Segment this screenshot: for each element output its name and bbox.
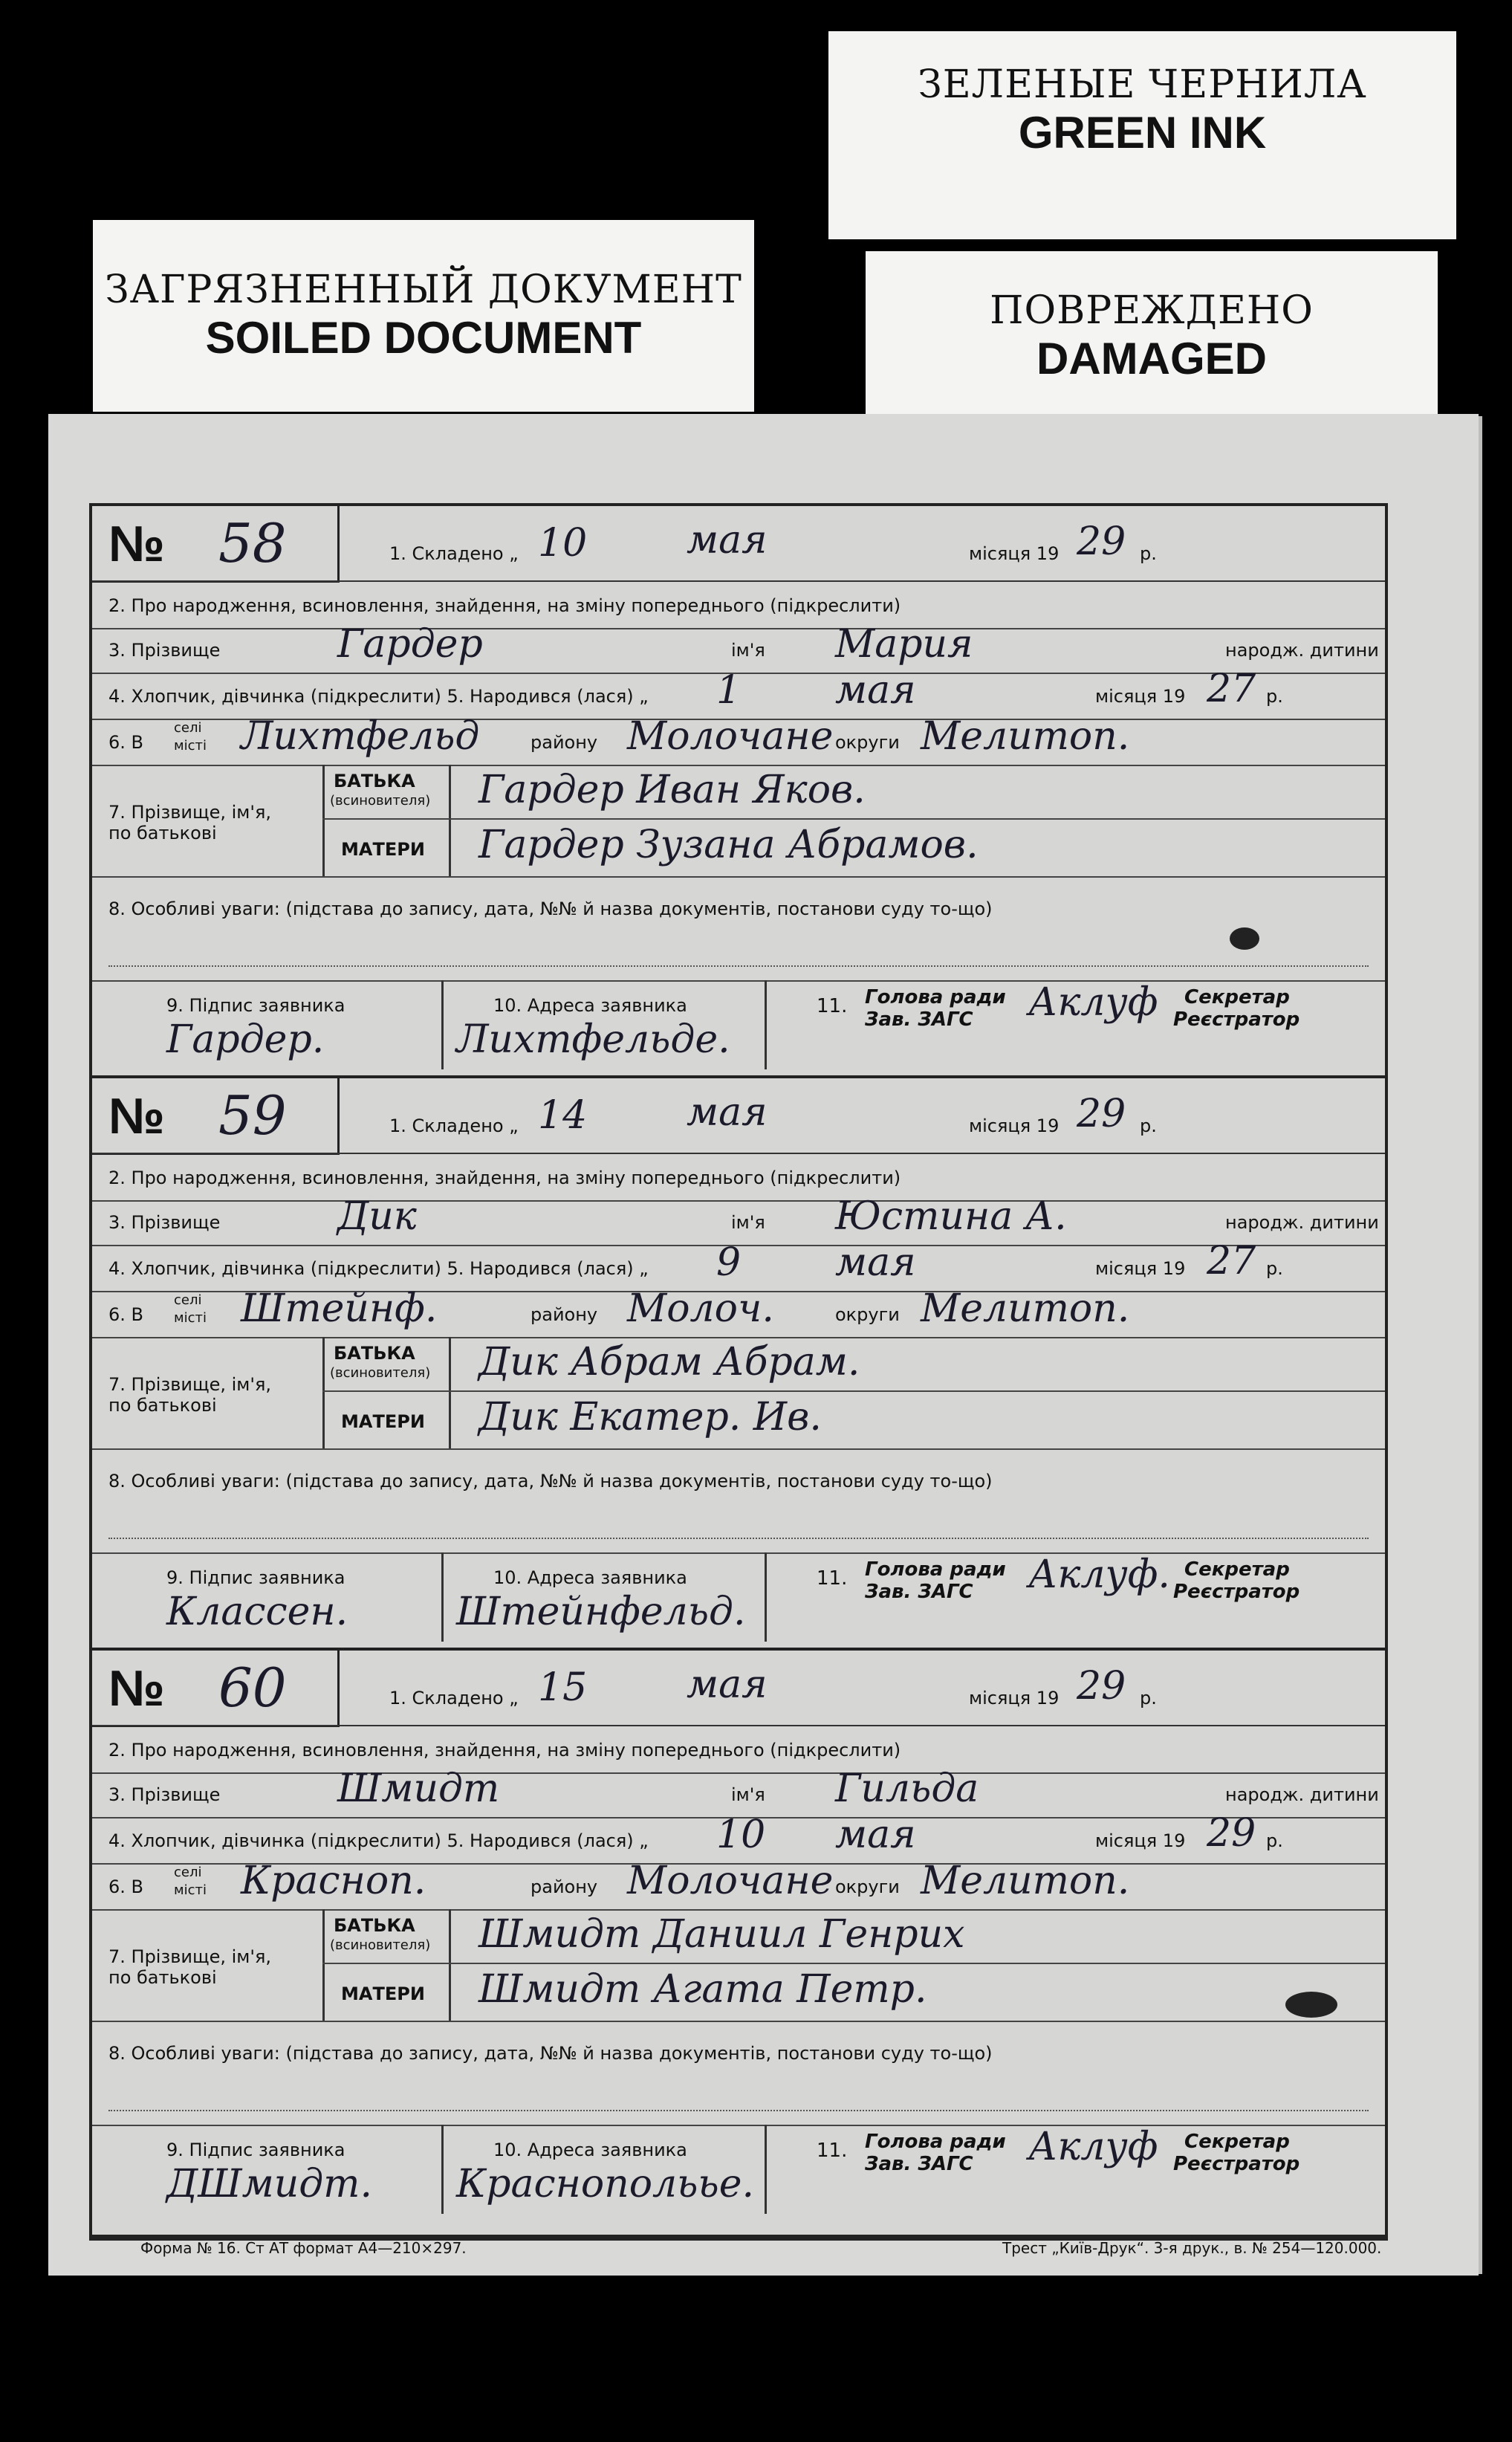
row-place xyxy=(92,1859,1385,1911)
applicant-signature: Классен. xyxy=(166,1590,348,1634)
composed-month: мая xyxy=(687,1090,768,1135)
official-signature: Аклуф. xyxy=(1028,1552,1170,1597)
record-60 xyxy=(92,1651,1385,2238)
father-value: Шмидт Даниил Генрих xyxy=(478,1912,965,1957)
notes-label: 8. Особливі уваги: (підстава до запису, дата, №№ й назва документів, постанови суду то-що) xyxy=(108,2043,993,2064)
parents-label: 7. Прізвище, ім'я, xyxy=(108,1374,272,1395)
row-surname xyxy=(92,1194,1385,1246)
divider xyxy=(765,980,767,1069)
birth-year: 27 xyxy=(1207,1239,1256,1283)
adopter-label: (всиновителя) xyxy=(330,1937,431,1953)
birth-r-label: р. xyxy=(1266,686,1283,707)
district-label: району xyxy=(531,732,598,753)
name-label: ім'я xyxy=(731,640,765,661)
sex-label: 4. Хлопчик, дівчинка (підкреслити) 5. Народився (лася) „ xyxy=(108,1830,649,1851)
ink-blot xyxy=(1285,1992,1337,2018)
record-separator xyxy=(92,2235,1385,2238)
divider xyxy=(441,1552,444,1642)
notes-label: 8. Особливі уваги: (підстава до запису, дата, №№ й назва документів, постанови суду то-що) xyxy=(108,1471,993,1492)
month-label: місяця 19 xyxy=(969,543,1060,564)
okrug-value: Мелитоп. xyxy=(921,714,1130,759)
place-label: 6. В xyxy=(108,1876,143,1897)
surname-label: 3. Прізвище xyxy=(108,640,221,661)
registrar-title: Реєстратор xyxy=(1173,2153,1300,2175)
zags-title: Зав. ЗАГС xyxy=(865,1008,973,1031)
official-signature: Аклуф xyxy=(1028,2125,1158,2169)
mother-label: МАТЕРИ xyxy=(341,1983,425,2004)
row-signatures xyxy=(92,1552,1385,1649)
head-title: Голова ради xyxy=(865,2131,1006,2153)
birth-month-label: місяця 19 xyxy=(1095,1258,1186,1279)
father-label: БАТЬКА xyxy=(334,771,415,791)
row-composed xyxy=(92,1078,1385,1153)
parents-label: 7. Прізвище, ім'я, xyxy=(108,802,272,823)
town-label: місті xyxy=(174,738,207,754)
sex-label: 4. Хлопчик, дівчинка (підкреслити) 5. Народився (лася) „ xyxy=(108,686,649,707)
surname-label: 3. Прізвище xyxy=(108,1784,221,1805)
composed-day: 10 xyxy=(538,521,588,566)
secretary-title: Секретар xyxy=(1184,2131,1290,2153)
head-title: Голова ради xyxy=(865,1558,1006,1581)
soiled-label-ru: ЗАГРЯЗНЕННЫЙ ДОКУМЕНТ xyxy=(105,268,742,312)
applicant-signature: Гардер. xyxy=(166,1017,325,1062)
composed-day: 14 xyxy=(538,1093,588,1138)
divider xyxy=(322,1909,325,2021)
divider xyxy=(322,765,325,876)
father-value: Гардер Иван Яков. xyxy=(478,768,866,812)
composed-year: 29 xyxy=(1077,1092,1126,1136)
registrar-title: Реєстратор xyxy=(1173,1581,1300,1603)
sign-label: 9. Підпис заявника xyxy=(166,1567,345,1588)
row-notes xyxy=(92,2021,1385,2126)
month-label: місяця 19 xyxy=(969,1115,1060,1136)
parents-label-2: по батькові xyxy=(108,1395,217,1416)
composed-label: 1. Складено „ xyxy=(389,543,519,564)
record-number: 60 xyxy=(218,1656,287,1719)
composed-month: мая xyxy=(687,518,768,563)
child-label: народж. дитини xyxy=(1225,1212,1379,1233)
composed-label: 1. Складено „ xyxy=(389,1115,519,1136)
surname-label: 3. Прізвище xyxy=(108,1212,221,1233)
applicant-signature: ДШмидт. xyxy=(166,2162,373,2206)
given-name-value: Юстина А. xyxy=(835,1194,1067,1239)
parents-label-2: по батькові xyxy=(108,1967,217,1988)
district-value: Молоч. xyxy=(627,1286,774,1331)
father-label: БАТЬКА xyxy=(334,1915,415,1936)
father-value: Дик Абрам Абрам. xyxy=(478,1340,860,1384)
name-label: ім'я xyxy=(731,1784,765,1805)
type-label: 2. Про народження, всиновлення, знайдення, на зміну попереднього (підкреслити) xyxy=(108,1740,901,1761)
row-surname xyxy=(92,622,1385,674)
type-label: 2. Про народження, всиновлення, знайдення, на зміну попереднього (підкреслити) xyxy=(108,1167,901,1188)
official-signature: Аклуф xyxy=(1028,980,1158,1025)
okrug-label: округи xyxy=(835,1876,900,1897)
row-signatures xyxy=(92,2125,1385,2221)
divider xyxy=(449,1337,451,1448)
applicant-address: Краснопольье. xyxy=(456,2162,755,2206)
row-sex-birth xyxy=(92,1811,1385,1865)
row-composed xyxy=(92,1651,1385,1725)
green-ink-label-ru: ЗЕЛЕНЫЕ ЧЕРНИЛА xyxy=(918,62,1367,107)
head-number: 11. xyxy=(817,995,848,1017)
secretary-title: Секретар xyxy=(1184,986,1290,1008)
head-title: Голова ради xyxy=(865,986,1006,1008)
okrug-label: округи xyxy=(835,1304,900,1325)
divider xyxy=(449,765,451,876)
town-label: місті xyxy=(174,1310,207,1326)
applicant-address: Лихтфельде. xyxy=(456,1017,730,1062)
number-sign: № xyxy=(108,1660,165,1717)
birth-month: мая xyxy=(835,1813,916,1857)
adopter-label: (всиновителя) xyxy=(330,793,431,809)
birth-r-label: р. xyxy=(1266,1830,1283,1851)
month-label: місяця 19 xyxy=(969,1688,1060,1709)
row-place xyxy=(92,714,1385,766)
head-number: 11. xyxy=(817,1567,848,1590)
okrug-value: Мелитоп. xyxy=(921,1286,1130,1331)
r-label: р. xyxy=(1140,543,1157,564)
surname-value: Шмидт xyxy=(337,1766,500,1811)
address-label: 10. Адреса заявника xyxy=(493,2140,687,2160)
divider xyxy=(322,818,1385,820)
row-sex-birth xyxy=(92,1239,1385,1292)
zags-title: Зав. ЗАГС xyxy=(865,2153,973,2175)
district-label: району xyxy=(531,1876,598,1897)
birth-month: мая xyxy=(835,668,916,713)
adopter-label: (всиновителя) xyxy=(330,1365,431,1381)
birth-month: мая xyxy=(835,1240,916,1285)
notes-line xyxy=(108,2110,1369,2111)
village-label: селі xyxy=(174,1292,202,1308)
applicant-address: Штейнфельд. xyxy=(456,1590,746,1634)
row-composed xyxy=(92,506,1385,580)
row-type xyxy=(92,1725,1385,1774)
zags-title: Зав. ЗАГС xyxy=(865,1581,973,1603)
record-number: 58 xyxy=(218,512,287,574)
row-sex-birth xyxy=(92,667,1385,720)
mother-value: Гардер Зузана Абрамов. xyxy=(478,823,979,867)
notes-line xyxy=(108,1538,1369,1539)
row-parents xyxy=(92,765,1385,878)
number-sign: № xyxy=(108,516,165,572)
mother-value: Шмидт Агата Петр. xyxy=(478,1967,927,2012)
parents-label: 7. Прізвище, ім'я, xyxy=(108,1946,272,1967)
composed-year: 29 xyxy=(1077,1664,1126,1709)
birth-year: 29 xyxy=(1207,1811,1256,1856)
green-ink-label xyxy=(828,31,1456,239)
birth-day: 9 xyxy=(716,1240,742,1285)
divider xyxy=(322,1337,325,1448)
damaged-label-ru: ПОВРЕЖДЕНО xyxy=(990,288,1314,333)
r-label: р. xyxy=(1140,1688,1157,1709)
row-notes xyxy=(92,1448,1385,1554)
place-label: 6. В xyxy=(108,732,143,753)
soiled-label-en: SOILED DOCUMENT xyxy=(205,313,642,363)
ink-blot xyxy=(1230,927,1259,950)
composed-year: 29 xyxy=(1077,519,1126,564)
head-number: 11. xyxy=(817,2140,848,2162)
sex-label: 4. Хлопчик, дівчинка (підкреслити) 5. Народився (лася) „ xyxy=(108,1258,649,1279)
place-label: 6. В xyxy=(108,1304,143,1325)
form-footer-left: Форма № 16. Ст АТ формат А4—210×297. xyxy=(140,2239,467,2257)
record-59 xyxy=(92,1078,1385,1651)
town-label: місті xyxy=(174,1882,207,1898)
district-label: району xyxy=(531,1304,598,1325)
okrug-label: округи xyxy=(835,732,900,753)
birth-month-label: місяця 19 xyxy=(1095,1830,1186,1851)
given-name-value: Мария xyxy=(835,622,973,667)
green-ink-label-en: GREEN INK xyxy=(1018,108,1267,158)
birth-day: 1 xyxy=(716,668,742,713)
row-parents xyxy=(92,1337,1385,1450)
row-signatures xyxy=(92,980,1385,1077)
address-label: 10. Адреса заявника xyxy=(493,995,687,1016)
notes-line xyxy=(108,965,1369,967)
village-label: селі xyxy=(174,720,202,736)
row-type xyxy=(92,580,1385,629)
composed-label: 1. Складено „ xyxy=(389,1688,519,1709)
father-label: БАТЬКА xyxy=(334,1343,415,1364)
birth-register-form xyxy=(89,503,1388,2257)
divider xyxy=(449,1909,451,2021)
divider xyxy=(765,2125,767,2214)
mother-label: МАТЕРИ xyxy=(341,839,425,860)
notes-label: 8. Особливі уваги: (підстава до запису, дата, №№ й назва документів, постанови суду то-що) xyxy=(108,898,993,919)
divider xyxy=(322,1390,1385,1392)
village-label: селі xyxy=(174,1865,202,1880)
birth-year: 27 xyxy=(1207,667,1256,711)
address-label: 10. Адреса заявника xyxy=(493,1567,687,1588)
form-footer-right: Трест „Київ-Друк“. 3-я друк., в. № 254—120.000. xyxy=(1002,2239,1382,2257)
village-value: Лихтфельд xyxy=(241,714,480,759)
secretary-title: Секретар xyxy=(1184,1558,1290,1581)
row-type xyxy=(92,1153,1385,1202)
record-58 xyxy=(92,506,1385,1078)
divider xyxy=(441,2125,444,2214)
divider xyxy=(441,980,444,1069)
row-notes xyxy=(92,876,1385,982)
type-label: 2. Про народження, всиновлення, знайдення, на зміну попереднього (підкреслити) xyxy=(108,595,901,616)
birth-r-label: р. xyxy=(1266,1258,1283,1279)
r-label: р. xyxy=(1140,1115,1157,1136)
soiled-document-label xyxy=(93,220,754,412)
row-place xyxy=(92,1286,1385,1338)
district-value: Молочане xyxy=(627,1859,834,1903)
village-value: Штейнф. xyxy=(241,1286,438,1331)
divider xyxy=(322,1963,1385,1964)
sign-label: 9. Підпис заявника xyxy=(166,995,345,1016)
child-label: народж. дитини xyxy=(1225,1784,1379,1805)
okrug-value: Мелитоп. xyxy=(921,1859,1130,1903)
damaged-label xyxy=(866,251,1438,430)
composed-day: 15 xyxy=(538,1665,588,1710)
child-label: народж. дитини xyxy=(1225,640,1379,661)
damaged-label-en: DAMAGED xyxy=(1036,334,1267,383)
number-sign: № xyxy=(108,1088,165,1144)
row-surname xyxy=(92,1766,1385,1818)
parents-label-2: по батькові xyxy=(108,823,217,843)
sign-label: 9. Підпис заявника xyxy=(166,2140,345,2160)
district-value: Молочане xyxy=(627,714,834,759)
composed-month: мая xyxy=(687,1662,768,1707)
row-parents xyxy=(92,1909,1385,2022)
surname-value: Гардер xyxy=(337,622,483,667)
name-label: ім'я xyxy=(731,1212,765,1233)
birth-month-label: місяця 19 xyxy=(1095,686,1186,707)
birth-day: 10 xyxy=(716,1813,766,1857)
record-number: 59 xyxy=(218,1084,287,1147)
divider xyxy=(765,1552,767,1642)
registrar-title: Реєстратор xyxy=(1173,1008,1300,1031)
given-name-value: Гильда xyxy=(835,1766,979,1811)
village-value: Красноп. xyxy=(241,1859,426,1903)
surname-value: Дик xyxy=(337,1194,417,1239)
mother-value: Дик Екатер. Ив. xyxy=(478,1395,822,1439)
mother-label: МАТЕРИ xyxy=(341,1411,425,1432)
